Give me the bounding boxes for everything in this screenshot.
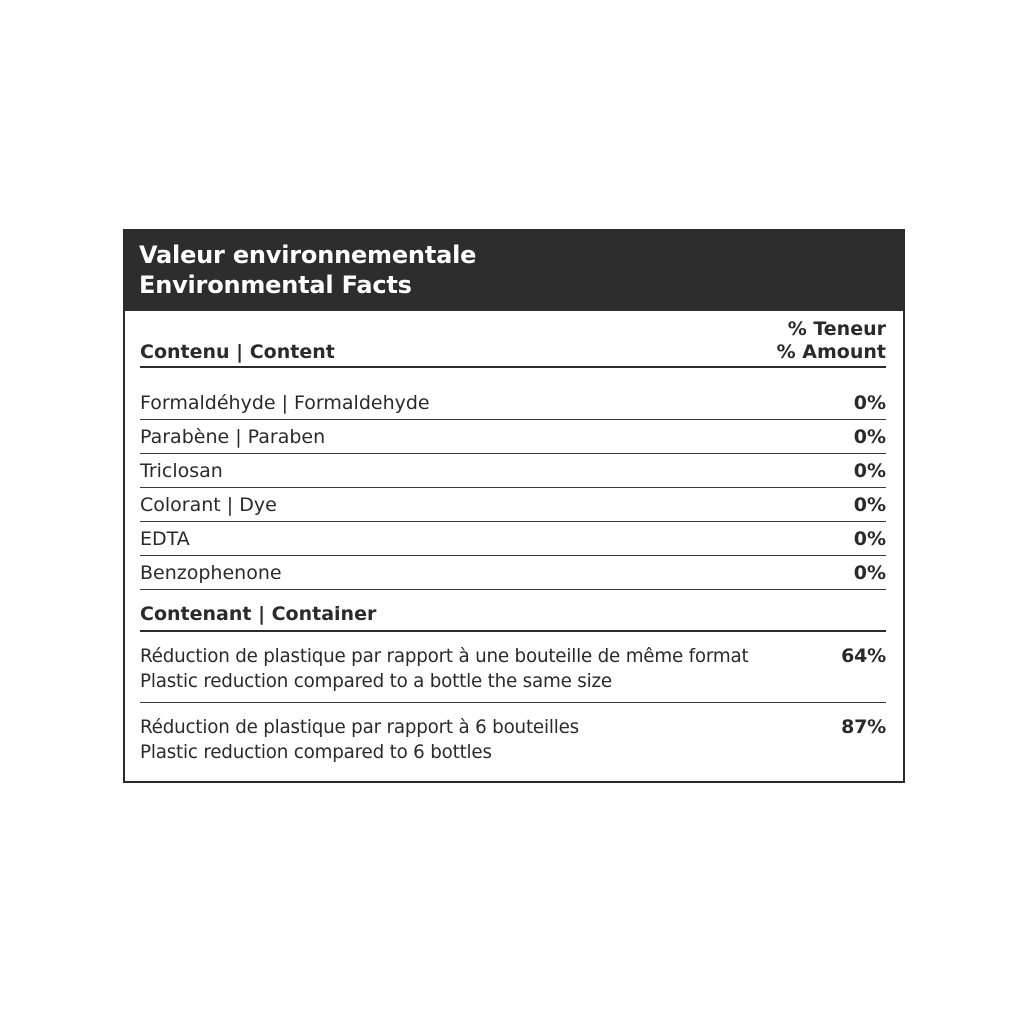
content-row-label: EDTA <box>140 527 190 550</box>
container-section-label: Contenant | Container <box>140 602 886 632</box>
title-french: Valeur environnementale <box>139 241 477 269</box>
content-column-label: Contenu | Content <box>140 341 335 363</box>
content-rows <box>140 386 886 590</box>
container-row-english: Plastic reduction compared to a bottle the same size <box>140 671 612 692</box>
content-row-label: Benzophenone <box>140 561 282 584</box>
title-english: Environmental Facts <box>139 271 412 299</box>
content-row <box>140 454 886 488</box>
amount-label-french: % Teneur <box>787 318 886 340</box>
panel-header <box>125 231 903 311</box>
content-row-label: Formaldéhyde | Formaldehyde <box>140 391 430 414</box>
content-column-header <box>140 311 886 368</box>
content-row <box>140 556 886 590</box>
container-row-french: Réduction de plastique par rapport à 6 bouteilles <box>140 717 579 738</box>
environmental-facts-panel <box>123 229 905 783</box>
content-row <box>140 386 886 420</box>
content-row-label: Triclosan <box>140 459 223 482</box>
container-row <box>140 632 886 703</box>
container-row-french: Réduction de plastique par rapport à une bouteille de même format <box>140 646 749 667</box>
content-row <box>140 420 886 454</box>
content-row-value: 0% <box>853 561 886 584</box>
container-row-value: 87% <box>841 716 886 738</box>
container-row-text <box>140 644 748 694</box>
amount-column-label <box>777 318 886 364</box>
content-row-label: Colorant | Dye <box>140 493 277 516</box>
content-row <box>140 522 886 556</box>
panel-body <box>125 311 903 773</box>
container-row-english: Plastic reduction compared to 6 bottles <box>140 742 492 763</box>
amount-label-english: % Amount <box>776 341 886 363</box>
content-row-value: 0% <box>853 425 886 448</box>
container-row-value: 64% <box>841 645 886 667</box>
container-row-text <box>140 715 579 765</box>
container-row <box>140 703 886 773</box>
content-row-value: 0% <box>853 527 886 550</box>
content-row-value: 0% <box>853 493 886 516</box>
content-row-label: Parabène | Paraben <box>140 425 326 448</box>
content-row-value: 0% <box>853 391 886 414</box>
content-row-value: 0% <box>853 459 886 482</box>
content-row <box>140 488 886 522</box>
